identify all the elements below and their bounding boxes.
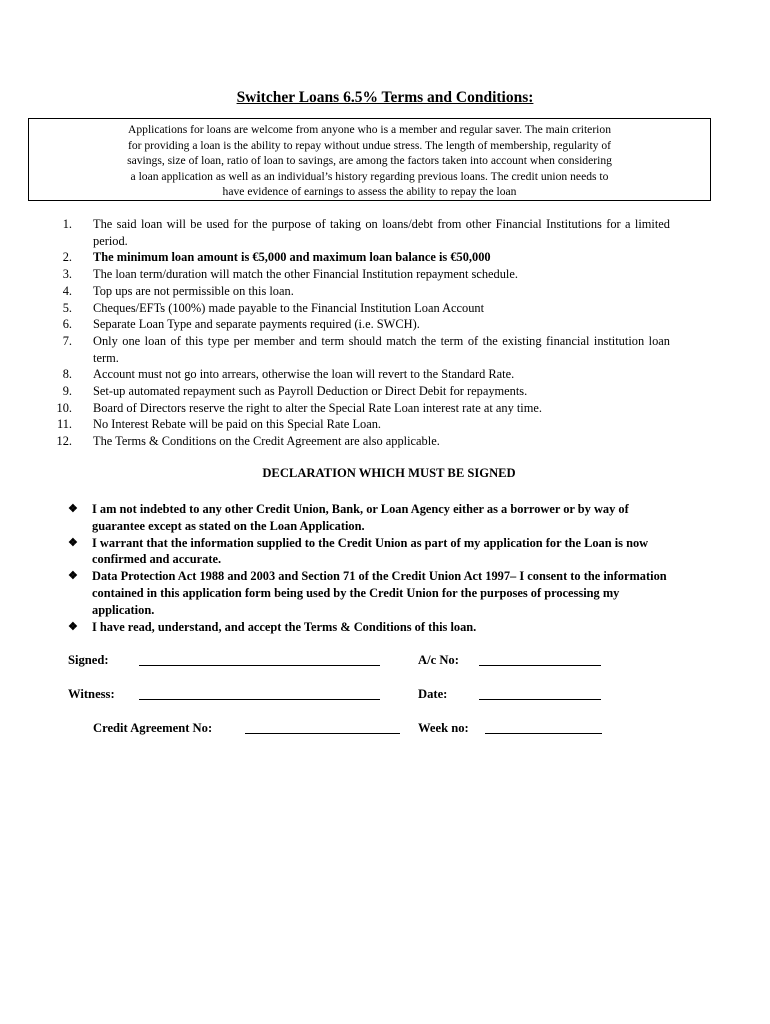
term-number: 11.	[56, 417, 72, 432]
witness-line[interactable]	[139, 699, 380, 700]
declaration-title: DECLARATION WHICH MUST BE SIGNED	[262, 466, 516, 480]
term-number: 7.	[62, 333, 72, 348]
term-item	[40, 333, 670, 366]
term-item	[40, 366, 670, 383]
term-item	[40, 300, 670, 317]
date-line[interactable]	[479, 699, 601, 700]
term-text: Board of Directors reserve the right to alter the Special Rate Loan interest rate at any time.	[93, 400, 542, 415]
term-item	[40, 266, 670, 283]
term-number: 1.	[62, 217, 72, 231]
term-item	[40, 283, 670, 300]
date-label: Date:	[418, 687, 448, 701]
diamond-bullet-icon: ❖	[68, 620, 78, 633]
week-number-line[interactable]	[485, 733, 602, 734]
diamond-bullet-icon: ❖	[68, 570, 78, 583]
account-number-line[interactable]	[479, 665, 601, 666]
term-text: Only one loan of this type per member and term should match the term of the existing financial institution loan term.	[93, 333, 670, 365]
term-text: Set-up automated repayment such as Payroll Deduction or Direct Debit for repayments.	[93, 384, 528, 399]
diamond-bullet-icon: ❖	[68, 536, 78, 549]
term-text: Top ups are not permissible on this loan.	[93, 283, 294, 298]
terms-list	[40, 216, 670, 450]
declaration-item	[68, 501, 668, 535]
diamond-bullet-icon: ❖	[68, 503, 78, 515]
signed-line[interactable]	[139, 665, 380, 666]
term-text: No Interest Rebate will be paid on this Special Rate Loan.	[93, 417, 382, 432]
declaration-text: Data Protection Act 1988 and 2003 and Section 71 of the Credit Union Act 1997– I consent to the information contained in this application form being used by the Credit Union for the purposes of processing my application.	[92, 569, 667, 617]
declaration-text: I warrant that the information supplied to the Credit Union as part of my application for the Loan is now confirmed and accurate.	[92, 535, 649, 567]
term-number: 4.	[62, 283, 72, 298]
term-item	[40, 316, 670, 333]
term-number: 8.	[62, 367, 72, 382]
term-text: Account must not go into arrears, otherwise the loan will revert to the Standard Rate.	[93, 367, 515, 382]
intro-line: savings, size of loan, ratio of loan to savings, are among the factors taken into account when considering	[127, 154, 612, 168]
intro-box	[28, 118, 711, 201]
page-title: Switcher Loans 6.5% Terms and Conditions:	[236, 89, 534, 106]
term-number: 2.	[62, 250, 72, 265]
declaration-item	[68, 568, 668, 618]
declaration-item	[68, 535, 668, 569]
intro-line: Applications for loans are welcome from anyone who is a member and regular saver. The main criterion	[127, 123, 611, 136]
declaration-text: I am not indebted to any other Credit Union, Bank, or Loan Agency either as a borrower or by way of guarantee except as stated on the Loan Application.	[92, 502, 629, 533]
witness-label: Witness:	[68, 687, 115, 701]
signed-label: Signed:	[68, 653, 109, 667]
term-item	[40, 433, 670, 450]
term-text: Separate Loan Type and separate payments required (i.e. SWCH).	[93, 317, 420, 332]
intro-line: a loan application as well as an individual’s history regarding previous loans. The credit union needs to	[130, 169, 609, 183]
term-text: The Terms & Conditions on the Credit Agreement are also applicable.	[93, 434, 440, 449]
term-item	[40, 416, 670, 433]
term-item	[40, 400, 670, 417]
term-number: 12.	[56, 434, 72, 449]
credit-agreement-label: Credit Agreement No:	[93, 721, 213, 735]
term-text: The minimum loan amount is €5,000 and maximum loan balance is €50,000	[93, 250, 491, 265]
declaration-text: I have read, understand, and accept the Terms & Conditions of this loan.	[92, 619, 477, 634]
term-number: 5.	[62, 300, 72, 315]
term-item	[40, 383, 670, 400]
intro-line: have evidence of earnings to assess the ability to repay the loan	[222, 185, 517, 199]
term-number: 9.	[62, 384, 72, 399]
week-number-label: Week no:	[418, 721, 469, 735]
term-number: 3.	[62, 267, 72, 282]
term-text: Cheques/EFTs (100%) made payable to the Financial Institution Loan Account	[93, 300, 485, 315]
term-item	[40, 249, 670, 266]
intro-line: for providing a loan is the ability to repay without undue stress. The length of membership, regularity of	[127, 138, 612, 152]
term-text: The said loan will be used for the purpose of taking on loans/debt from other Financial Institutions for a limited period.	[93, 217, 670, 248]
term-number: 6.	[62, 317, 72, 332]
term-number: 10.	[56, 400, 72, 415]
declaration-item	[68, 619, 668, 636]
declaration-list	[68, 501, 668, 635]
term-item	[40, 216, 670, 249]
term-text: The loan term/duration will match the other Financial Institution repayment schedule.	[93, 267, 518, 282]
account-number-label: A/c No:	[418, 653, 459, 667]
credit-agreement-line[interactable]	[245, 733, 400, 734]
